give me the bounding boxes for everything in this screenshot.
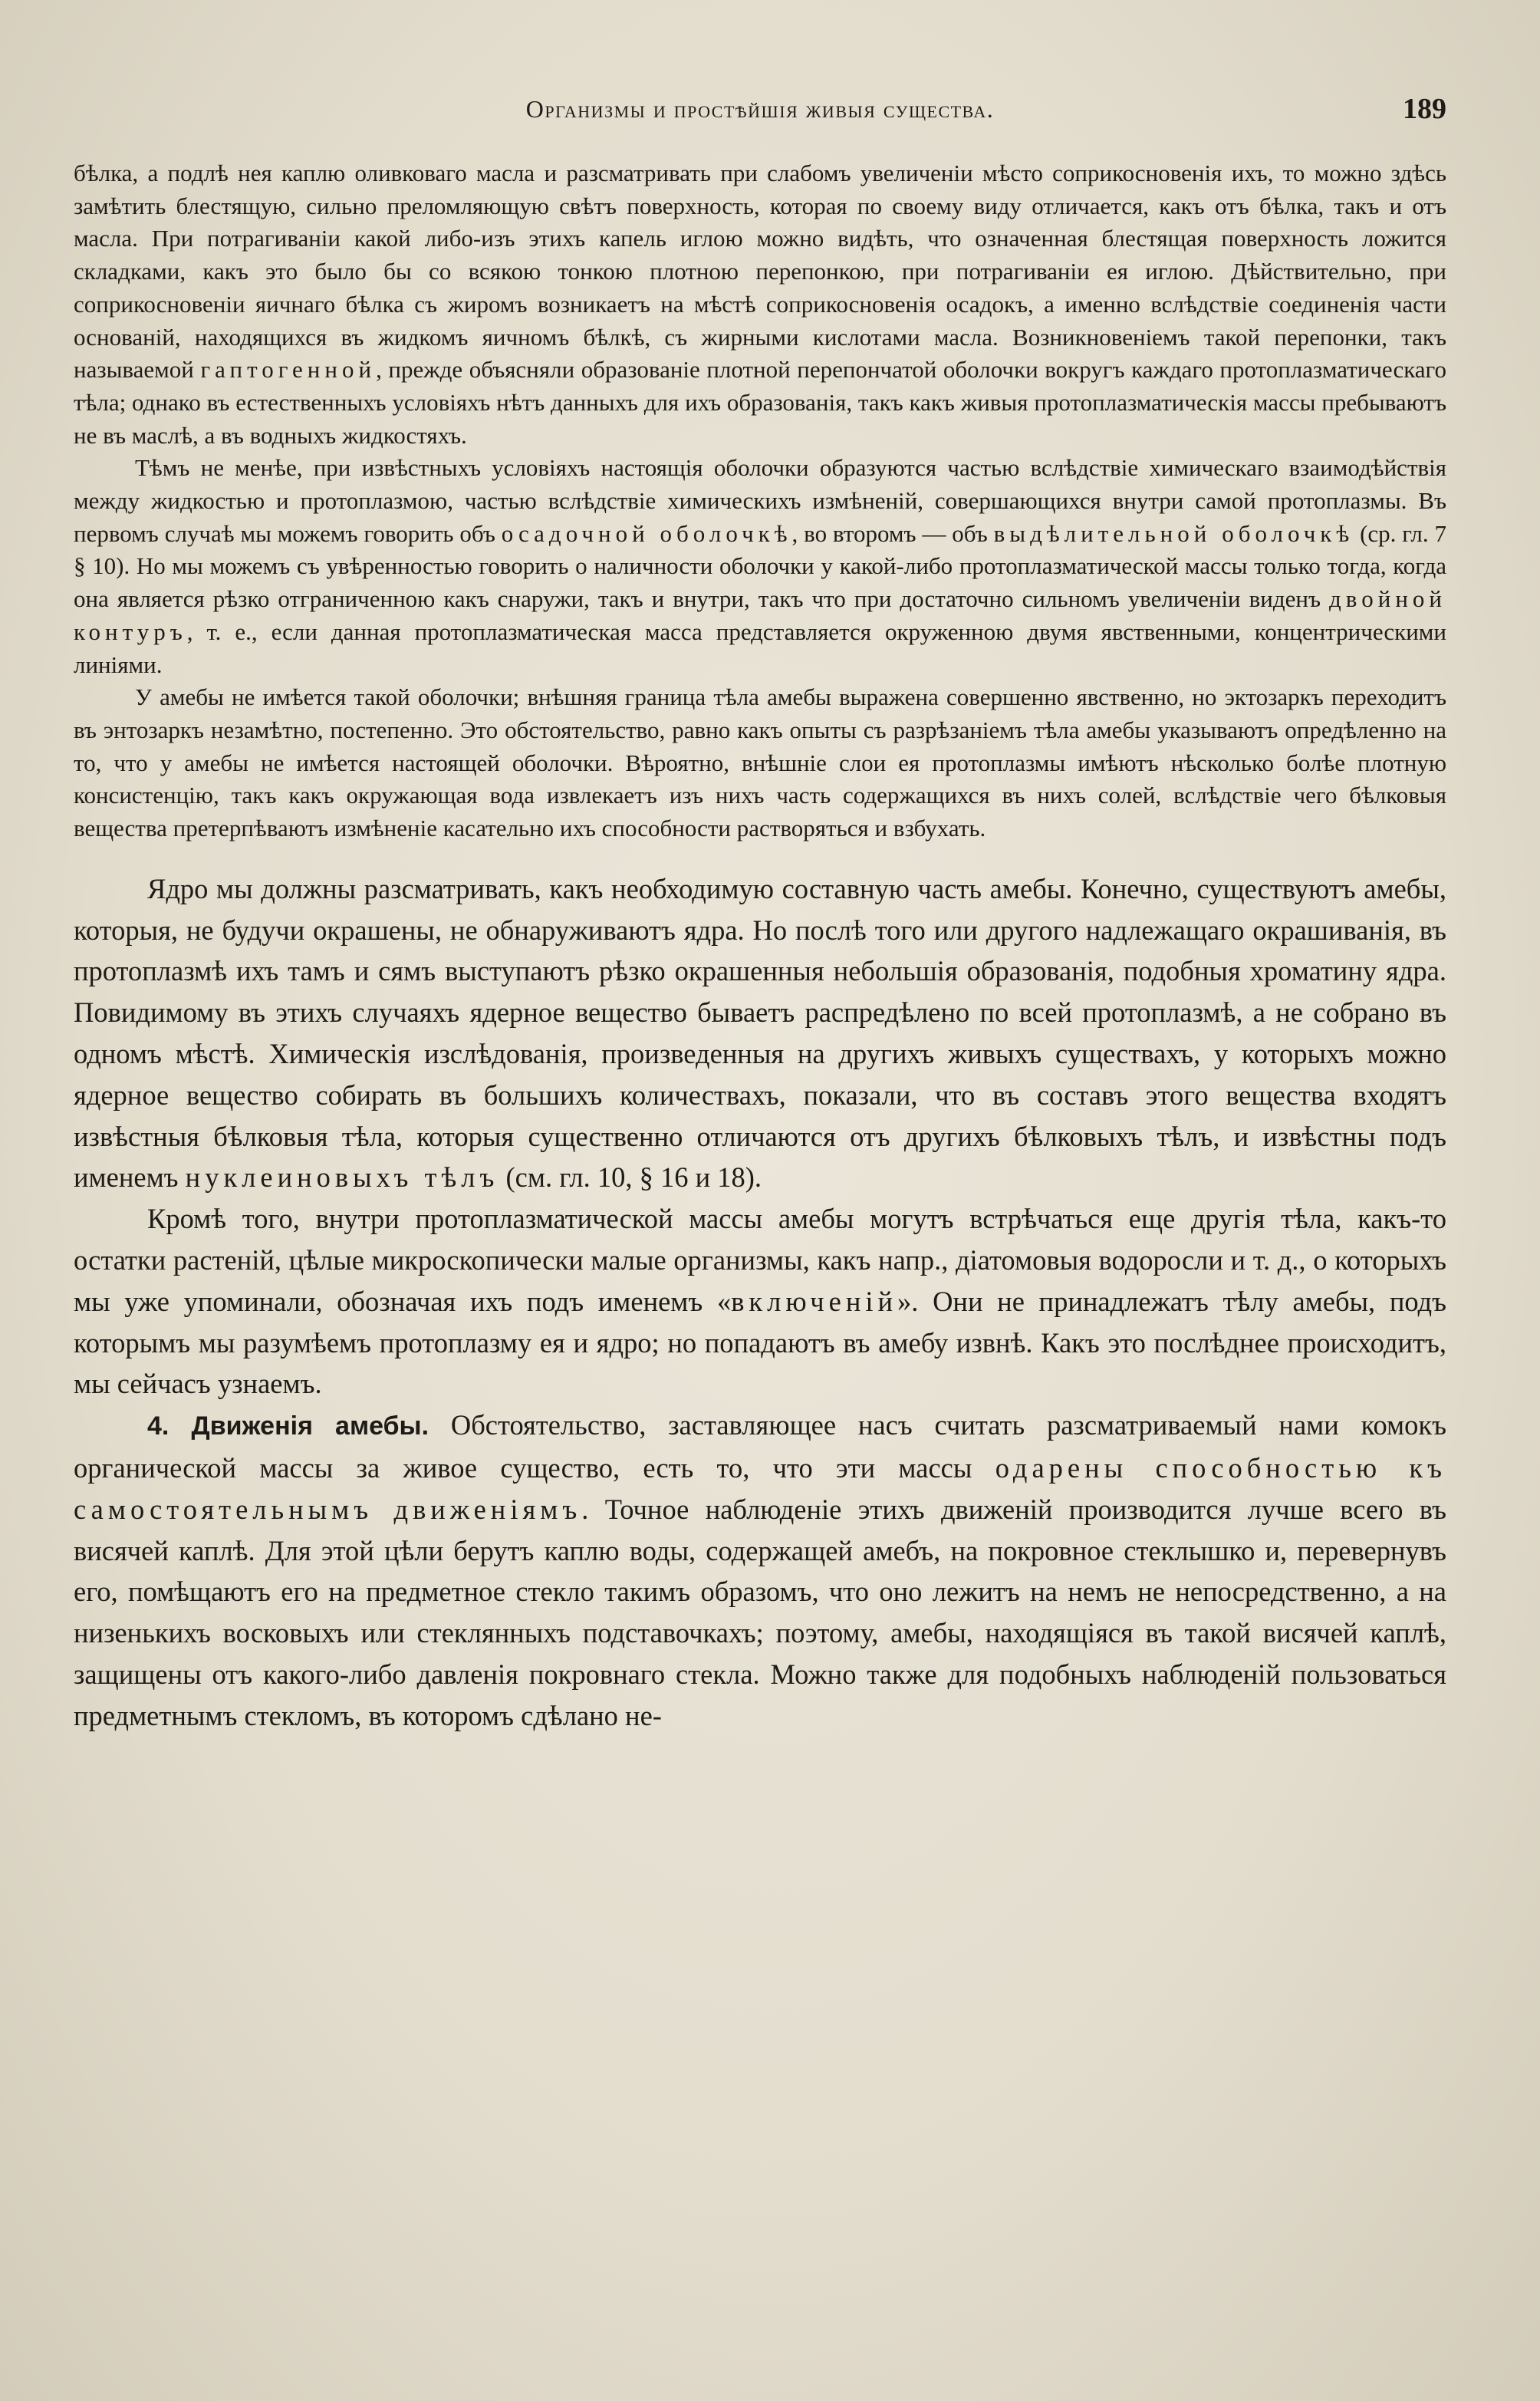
spaced-term-secretory-membrane: выдѣлительной оболочкѣ [993, 519, 1354, 547]
text-run: , во второмъ — объ [791, 519, 994, 547]
page-number: 189 [1403, 93, 1446, 125]
spaced-term-sediment-membrane: осадочной оболочкѣ [501, 519, 792, 547]
running-title: Организмы и простѣйшія живыя существа. [525, 95, 995, 123]
spaced-term-double-contour: двойной контуръ [74, 585, 1446, 645]
text-run: Кромѣ того, внутри протоплазматической массы амебы могутъ встрѣчаться еще другія тѣла, какъ-то остатки растеній, цѣлые микроскопически малые организмы, какъ напр., діатомовыя водоросли и т. д., о которыхъ мы уже упоминали, обозначая ихъ подъ именемъ « [74, 1203, 1446, 1317]
spaced-term-inclusions: включеній [731, 1285, 898, 1317]
paragraph-nucleus [74, 868, 1446, 1198]
text-run: Тѣмъ не менѣе, при извѣстныхъ условіяхъ настоящія оболочки образуются частью вслѣдствіе химическаго взаимодѣйствія между жидкостью и протоплазмою, частью вслѣдствіе химическихъ измѣненій, совершающихся внутри самой протоплазмы. Въ первомъ случаѣ мы можемъ говорить объ [74, 454, 1446, 547]
body-text [74, 157, 1446, 1737]
text-run: . Точное наблюденіе этихъ движеній производится лучше всего въ висячей каплѣ. Для этой цѣли берутъ каплю воды, содержащей амебъ, на покровное стеклышко и, перевернувъ его, помѣщаютъ его на предметное стекло такимъ образомъ, что оно лежитъ на немъ не непосредственно, а на низенькихъ восковыхъ или стеклянныхъ подставочкахъ; поэтому, амебы, находящіяся въ такой висячей каплѣ, защищены отъ какого-либо давленія покровнаго стекла. Можно также для подобныхъ наблюденій пользоваться предметнымъ стекломъ, въ которомъ сдѣлано не- [74, 1493, 1446, 1731]
paragraph-inclusions [74, 1198, 1446, 1405]
small-print-section [74, 157, 1446, 845]
text-run: Ядро мы должны разсматривать, какъ необходимую составную часть амебы. Конечно, существуютъ амебы, которыя, не будучи окрашены, не обнаруживаютъ ядра. Но послѣ того или другого надлежащаго окрашиванія, въ протоплазмѣ ихъ тамъ и сямъ выступаютъ рѣзко окрашенныя небольшія образованія, подобныя хроматину ядра. Повидимому въ этихъ случаяхъ ядерное вещество бываетъ распредѣлено по всей протоплазмѣ, а не собрано въ одномъ мѣстѣ. Химическія изслѣдованія, произведенныя на другихъ живыхъ существахъ, у которыхъ можно ядерное вещество собирать въ большихъ количествахъ, показали, что въ составъ этого вещества входятъ извѣстныя бѣлковыя тѣла, которыя существенно отличаются отъ другихъ бѣлковыхъ тѣлъ, и извѣстны подъ именемъ [74, 872, 1446, 1194]
text-run: бѣлка, а подлѣ нея каплю оливковаго масла и разсматривать при слабомъ увеличеніи мѣсто соприкосновенія ихъ, то можно здѣсь замѣтить блестящую, сильно преломляющую свѣтъ поверхность, которая по своему виду отличается, какъ отъ бѣлка, такъ и отъ масла. При потрагиваніи какой либо-изъ этихъ капель иглою можно видѣть, что означенная блестящая поверхность ложится складками, какъ это было бы со всякою тонкою плотною перепонкою, при потрагиваніи ея иглою. Дѣйствительно, при соприкосновеніи яичнаго бѣлка съ жиромъ возникаетъ на мѣстѣ соприкосновенія осадокъ, а именно вслѣдствіе соединенія части основаній, находящихся въ жидкомъ яичномъ бѣлкѣ, съ жирными кислотами масла. Возникновеніемъ такой перепонки, такъ называемой [74, 160, 1446, 384]
text-run: (ср. гл. 7 § 10). Но мы можемъ съ увѣренностью говорить о наличности оболочки у какой-либо протоплазматической массы только тогда, когда она является рѣзко отграниченною какъ снаружи, такъ и внутри, такъ что при достаточно сильномъ увеличеніи виденъ [74, 519, 1446, 613]
spaced-term-haptogenic: гаптогенной [200, 356, 377, 384]
text-run: , прежде объясняли образованіе плотной перепончатой оболочки вокругъ каждаго протоплазматическаго тѣла; однако въ естественныхъ условіяхъ нѣтъ данныхъ для ихъ образованія, такъ какъ живыя протоплазматическія массы пребываютъ не въ маслѣ, а въ водныхъ жидкостяхъ. [74, 356, 1446, 449]
paragraph-membranes [74, 452, 1446, 681]
paragraph-movements [74, 1405, 1446, 1736]
text-run: (см. гл. 10, § 16 и 18). [499, 1161, 762, 1194]
section-heading: 4. Движенія амебы. [147, 1411, 429, 1441]
paragraph-hanging-film [74, 157, 1446, 452]
text-run: Обстоятельство, заставляющее насъ считать разсматриваемый нами комокъ органической массы за живое существо, есть то, что эти массы [74, 1409, 1446, 1484]
spaced-term-nuclein: нуклеиновыхъ тѣлъ [185, 1161, 499, 1194]
paragraph-amoeba-membrane: У амебы не имѣется такой оболочки; внѣшняя граница тѣла амебы выражена совершенно явственно, но эктозаркъ переходитъ въ энтозаркъ незамѣтно, постепенно. Это обстоятельство, равно какъ опыты съ разрѣзаніемъ тѣла амебы указываютъ опредѣленно на то, что у амебы не имѣется настоящей оболочки. Вѣроятно, внѣшніе слои ея протоплазмы имѣютъ нѣсколько болѣе плотную консистенцію, такъ какъ окружающая вода извлекаетъ изъ нихъ часть содержащихся въ нихъ солей, вслѣдствіе чего бѣлковыя вещества претерпѣваютъ измѣненіе касательно ихъ способности растворяться и взбухать. [74, 683, 1446, 842]
page-header [74, 86, 1446, 132]
main-print-section [74, 868, 1446, 1737]
spaced-term-self-movement: одарены способностью къ самостоятельнымъ движеніямъ [74, 1451, 1446, 1525]
text-run: ». Они не принадлежатъ тѣлу амебы, подъ которымъ мы разумѣемъ протоплазму ея и ядро; но попадаютъ въ амебу извнѣ. Какъ это послѣднее происходитъ, мы сейчасъ узнаемъ. [74, 1285, 1447, 1400]
text-run: , т. е., если данная протоплазматическая масса представляется окруженною двумя явственными, концентрическими линіями. [74, 618, 1446, 678]
